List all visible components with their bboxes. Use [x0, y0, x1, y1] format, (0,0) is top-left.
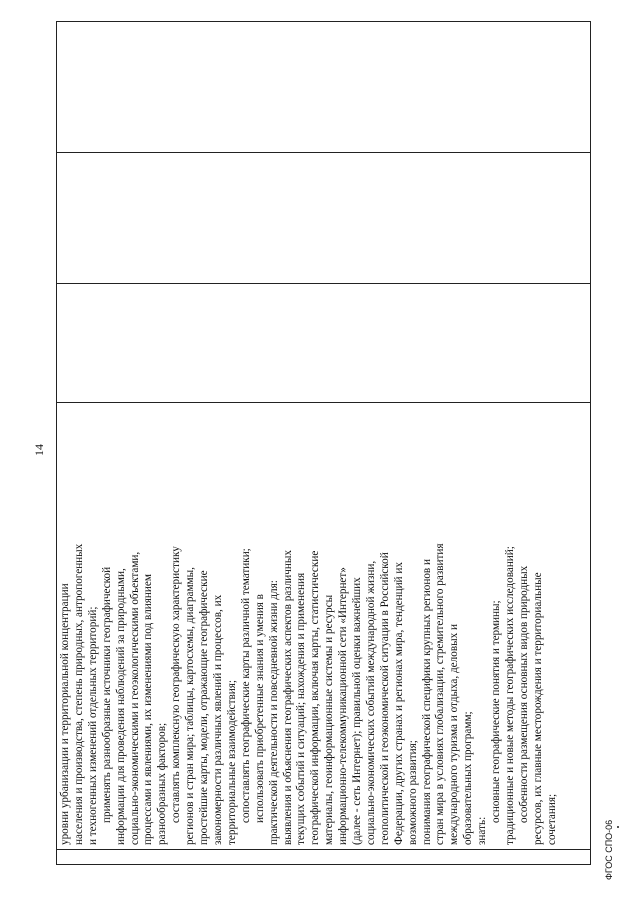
text-line: информации для проведения наблюдений за природными, [114, 568, 127, 845]
footer-code: ФГОС СПО-06 [604, 819, 614, 880]
text-line: и техногенных изменений отдельных территорий; [86, 606, 99, 845]
text-line: выявления и объяснения географических аспектов различных [281, 550, 294, 845]
table-cell-empty-2 [57, 153, 591, 284]
text-line: населения и производства, степень природных, антропогенных [72, 543, 85, 845]
text-line: материалы, геоинформационные системы и ресурсы [323, 594, 336, 845]
text-line: социально-экономическими и геоэкологическими объектами, [128, 551, 141, 845]
text-line: ресурсов, их главные месторождения и территориальные [531, 572, 544, 845]
text-line: особенности размещения основных видов природных [517, 565, 530, 823]
text-line: применять разнообразные источники географической [100, 566, 113, 823]
scan-speck [617, 826, 619, 828]
text-line: регионов и стран мира; таблицы, картосхемы, диаграммы, [184, 567, 197, 845]
table-cell-empty-3 [57, 22, 591, 153]
requirements-text [59, 407, 560, 845]
text-line: (далее - сеть Интернет); правильной оценки важнейших [351, 577, 364, 845]
rotated-content [32, 35, 591, 865]
text-line: образовательных программ; [462, 711, 475, 845]
text-line: знать: [476, 816, 489, 845]
text-line: сочетания; [545, 793, 558, 845]
text-line: Федерации, других странах и регионах мира, тенденций их [392, 562, 405, 845]
text-line: сопоставлять географические карты различной тематики; [239, 548, 252, 823]
table-cell-empty-1 [57, 284, 591, 403]
text-line: использовать приобретенные знания и умения в [253, 594, 266, 823]
standards-table [56, 21, 591, 865]
text-line: понимания географической специфики крупных регионов и [420, 559, 433, 845]
text-line: составлять комплексную географическую характеристику [170, 546, 183, 823]
text-line: возможного развития; [406, 740, 419, 845]
text-line: социально-экономических событий международной жизни, [364, 560, 377, 845]
text-line: международного туризма и отдыха, деловых и [448, 624, 461, 845]
text-line: практической деятельности и повседневной жизни для: [267, 580, 280, 845]
text-line: текущих событий и ситуаций; нахождения и применения [295, 572, 308, 845]
text-line: информационно-телекоммуникационной сети «Интернет» [337, 567, 350, 845]
table-cell-index [57, 850, 591, 865]
text-line: географической информации, включая карты, статистические [309, 550, 322, 845]
text-line: территориальные взаимодействия; [225, 680, 238, 845]
text-line: процессами и явлениями, их изменениями под влиянием [142, 574, 155, 845]
text-line: основные географические понятия и термины; [490, 600, 503, 823]
text-line: геополитической и геоэкономической ситуации в Российской [378, 552, 391, 845]
page-number: 14 [32, 444, 46, 456]
text-line: стран мира в условиях глобализации, стремительного развития [434, 543, 447, 845]
table-row [57, 22, 591, 865]
table-cell-requirements [57, 403, 591, 850]
text-line: традиционные и новые методы географических исследований; [504, 546, 516, 845]
text-line: закономерности различных явлений и процессов, их [211, 594, 224, 845]
text-line: разнообразных факторов; [156, 722, 169, 845]
text-line: уровни урбанизации и территориальной концентрации [59, 583, 71, 845]
text-line: простейшие карты, модели, отражающие географические [198, 570, 211, 845]
